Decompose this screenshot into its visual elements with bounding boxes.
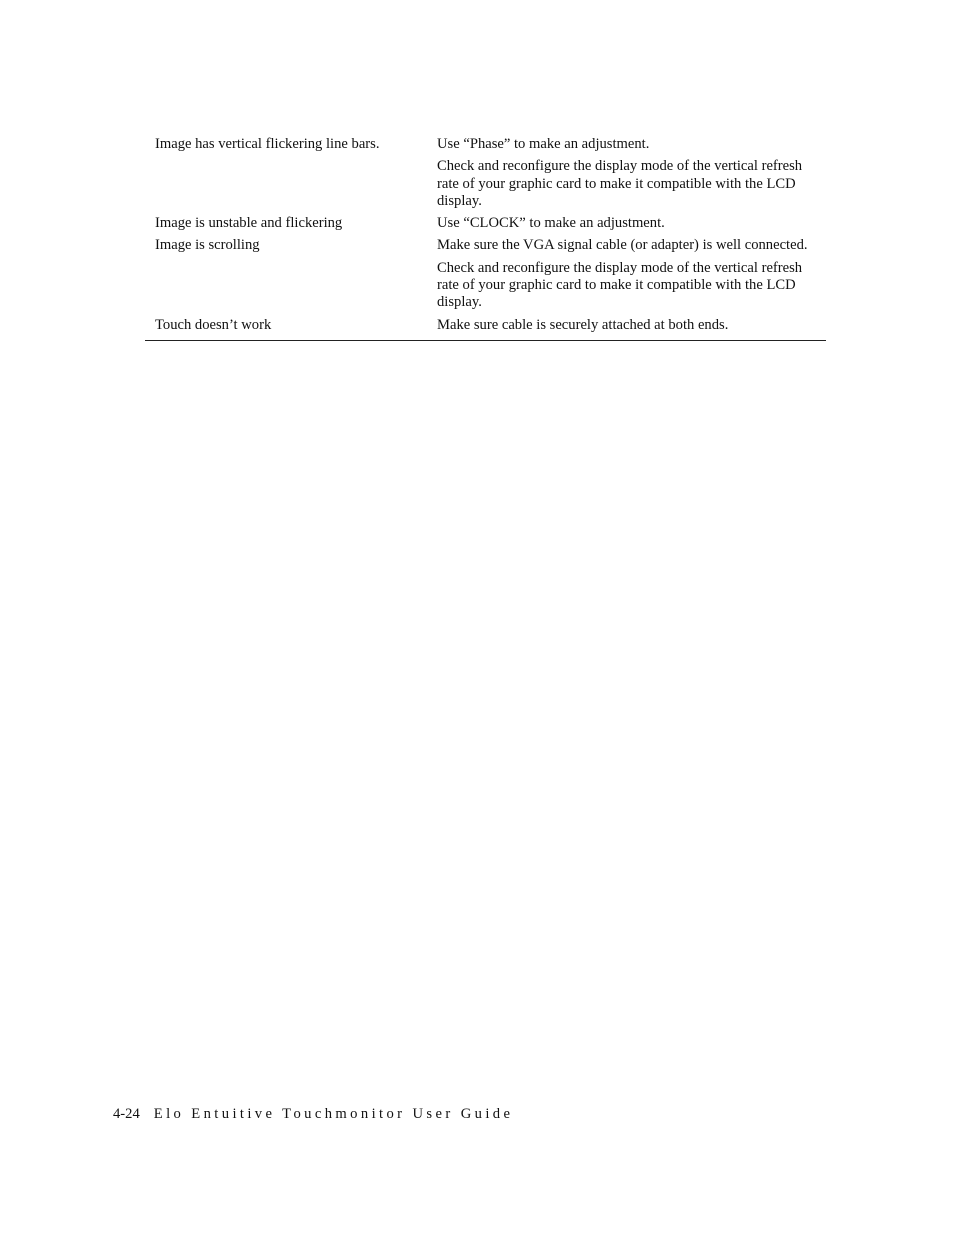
page-footer: [113, 1106, 513, 1123]
problem-cell: Image is unstable and flickering: [155, 215, 343, 232]
solution-text: Use “CLOCK” to make an adjustment.: [437, 215, 665, 232]
page-number: 4-24: [113, 1106, 140, 1122]
guide-title: Elo Entuitive Touchmonitor User Guide: [153, 1106, 514, 1122]
problem-cell: Touch doesn’t work: [155, 316, 272, 333]
solution-text: Use “Phase” to make an adjustment.: [437, 136, 650, 152]
problem-cell: Image has vertical flickering line bars.: [155, 136, 380, 152]
table-row: [145, 136, 826, 215]
troubleshooting-table: [145, 136, 826, 341]
solutions-cell: [437, 237, 826, 316]
problem-cell: Image is scrolling: [155, 237, 260, 254]
solutions-cell: [437, 317, 826, 340]
solution-text: Check and reconfigure the display mode of the vertical refresh rate of your graphic card to make it compatible with the LCD display.: [437, 158, 803, 209]
table-row: [145, 317, 826, 340]
table-row: [145, 237, 826, 316]
solutions-cell: [437, 215, 826, 237]
solutions-cell: [437, 136, 826, 215]
table-row: [145, 215, 826, 237]
solution-text: Check and reconfigure the display mode of the vertical refresh rate of your graphic card to make it compatible with the LCD display.: [437, 259, 803, 311]
solution-text: Make sure cable is securely attached at both ends.: [437, 316, 729, 333]
solution-text: Make sure the VGA signal cable (or adapter) is well connected.: [437, 237, 808, 254]
